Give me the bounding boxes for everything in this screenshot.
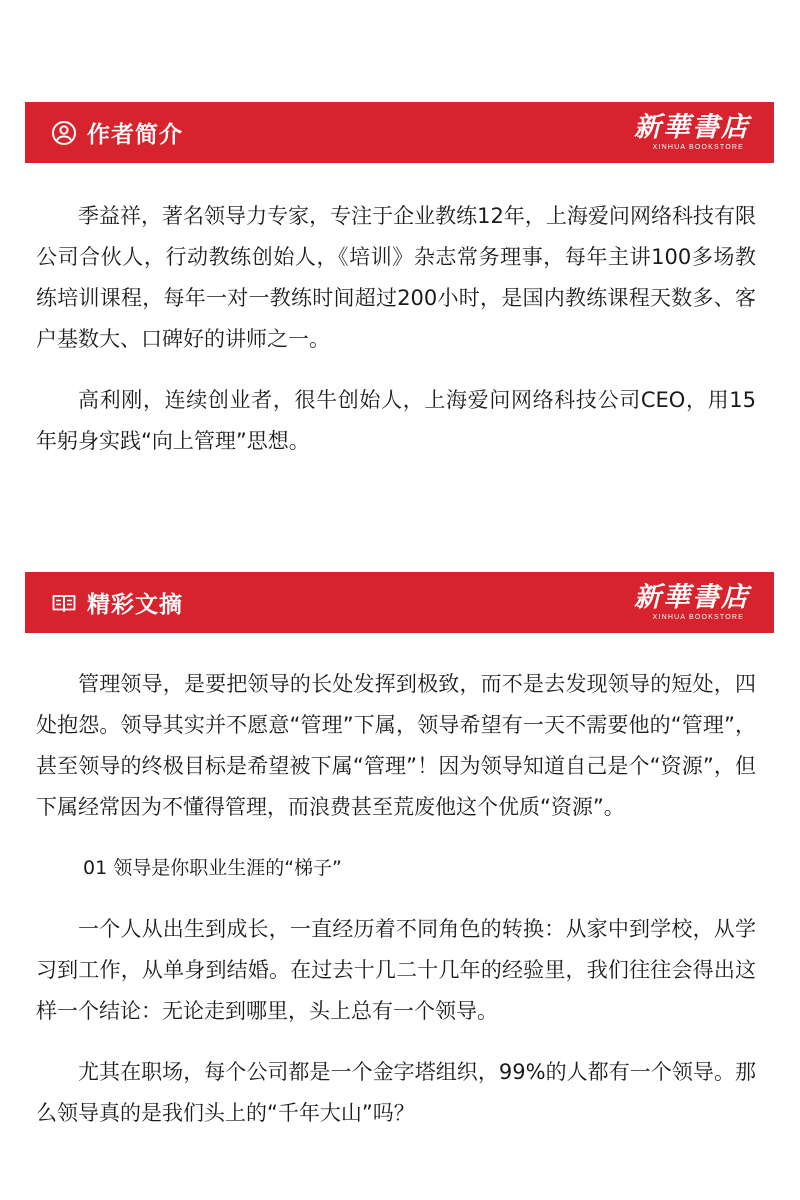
author-paragraph: 高利刚，连续创业者，很牛创始人，上海爱问网络科技公司CEO，用15年躬身实践“向上管理”思想。 (36, 388, 756, 453)
author-section-header (25, 102, 774, 163)
logo-text: 新華書店 (634, 111, 750, 143)
excerpt-paragraph: 一个人从出生到成长，一直经历着不同角色的转换：从家中到学校，从学习到工作，从单身到结婚。在过去十几二十几年的经验里，我们往往会得出这样一个结论：无论走到哪里，头上总有一个领导。 (36, 917, 756, 1023)
person-circle-icon (51, 120, 77, 146)
author-section-title: 作者简介 (87, 122, 183, 148)
logo-text: 新華書店 (634, 581, 750, 613)
open-book-icon (51, 590, 77, 616)
excerpt-section-title: 精彩文摘 (87, 592, 183, 618)
logo-subtext: XINHUA BOOKSTORE (652, 613, 744, 621)
xinhua-bookstore-logo (634, 581, 750, 622)
author-section-body (36, 196, 756, 462)
excerpt-section-body (36, 664, 756, 1134)
excerpt-paragraph: 管理领导，是要把领导的长处发挥到极致，而不是去发现领导的短处，四处抱怨。领导其实并不愿意“管理”下属，领导希望有一天不需要他的“管理”，甚至领导的终极目标是希望被下属“管理”！因为领导知道自己是个“资源”，但下属经常因为不懂得管理，而浪费甚至荒废他这个优质“资源”。 (36, 672, 756, 819)
xinhua-bookstore-logo (634, 111, 750, 152)
excerpt-paragraph: 尤其在职场，每个公司都是一个金字塔组织，99%的人都有一个领导。那么领导真的是我们头上的“千年大山”吗？ (36, 1060, 756, 1125)
logo-subtext: XINHUA BOOKSTORE (652, 143, 744, 151)
excerpt-section-header (25, 572, 774, 633)
excerpt-subheading: 01 领导是你职业生涯的“梯子” (83, 857, 342, 879)
author-paragraph: 季益祥，著名领导力专家，专注于企业教练12年，上海爱问网络科技有限公司合伙人，行动教练创始人，《培训》杂志常务理事，每年主讲100多场教练培训课程，每年一对一教练时间超过200小时，是国内教练课程天数多、客户基数大、口碑好的讲师之一。 (36, 204, 756, 351)
